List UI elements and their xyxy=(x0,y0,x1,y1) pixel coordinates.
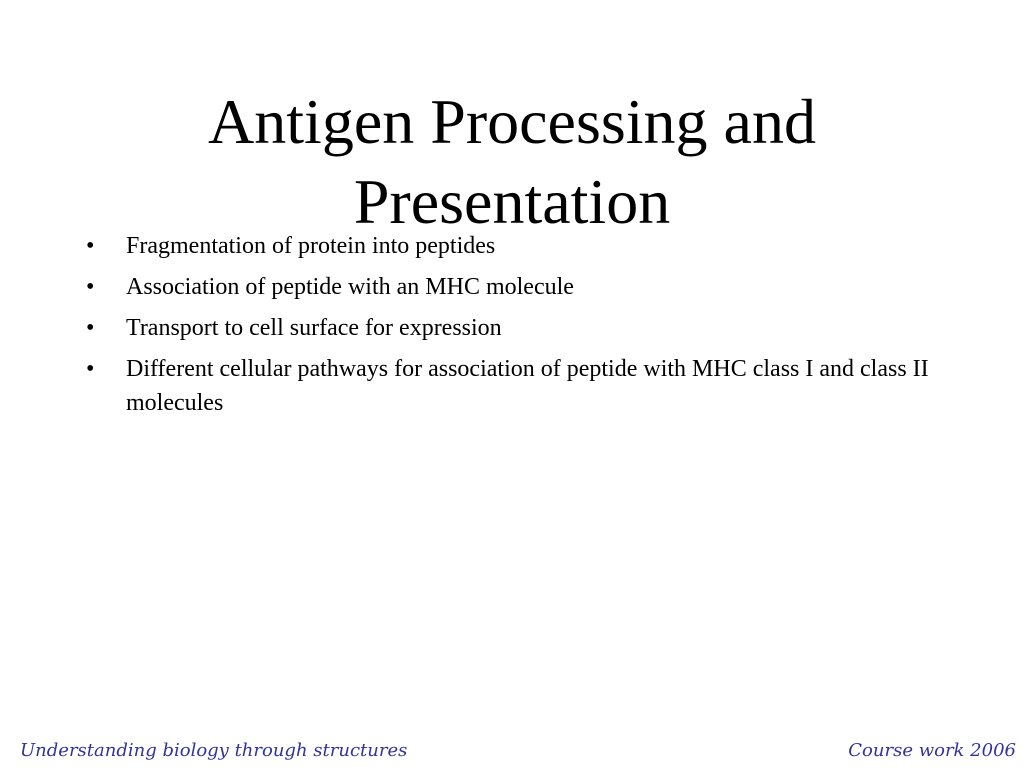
slide-title-line-2: Presentation xyxy=(353,166,671,237)
bullet-text: Fragmentation of protein into peptides xyxy=(126,233,496,259)
footer-right-text: Course work 2006 xyxy=(848,740,1016,761)
slide-title xyxy=(100,82,924,242)
bullet-text: Association of peptide with an MHC molecule xyxy=(126,274,574,300)
bullet-item xyxy=(86,311,936,345)
bullet-item xyxy=(86,270,936,304)
bullet-item xyxy=(86,229,936,263)
footer-left-text: Understanding biology through structures xyxy=(20,740,408,761)
bullet-marker: • xyxy=(86,233,95,259)
bullet-marker: • xyxy=(86,356,95,382)
bullet-marker: • xyxy=(86,274,95,300)
bullet-text: Different cellular pathways for association of peptide with MHC class I and class II molecules xyxy=(126,356,929,416)
bullet-item xyxy=(86,352,936,420)
bullet-list xyxy=(86,229,936,427)
bullet-marker: • xyxy=(86,315,95,341)
slide-title-line-1: Antigen Processing and xyxy=(208,86,816,157)
bullet-text: Transport to cell surface for expression xyxy=(126,315,502,341)
